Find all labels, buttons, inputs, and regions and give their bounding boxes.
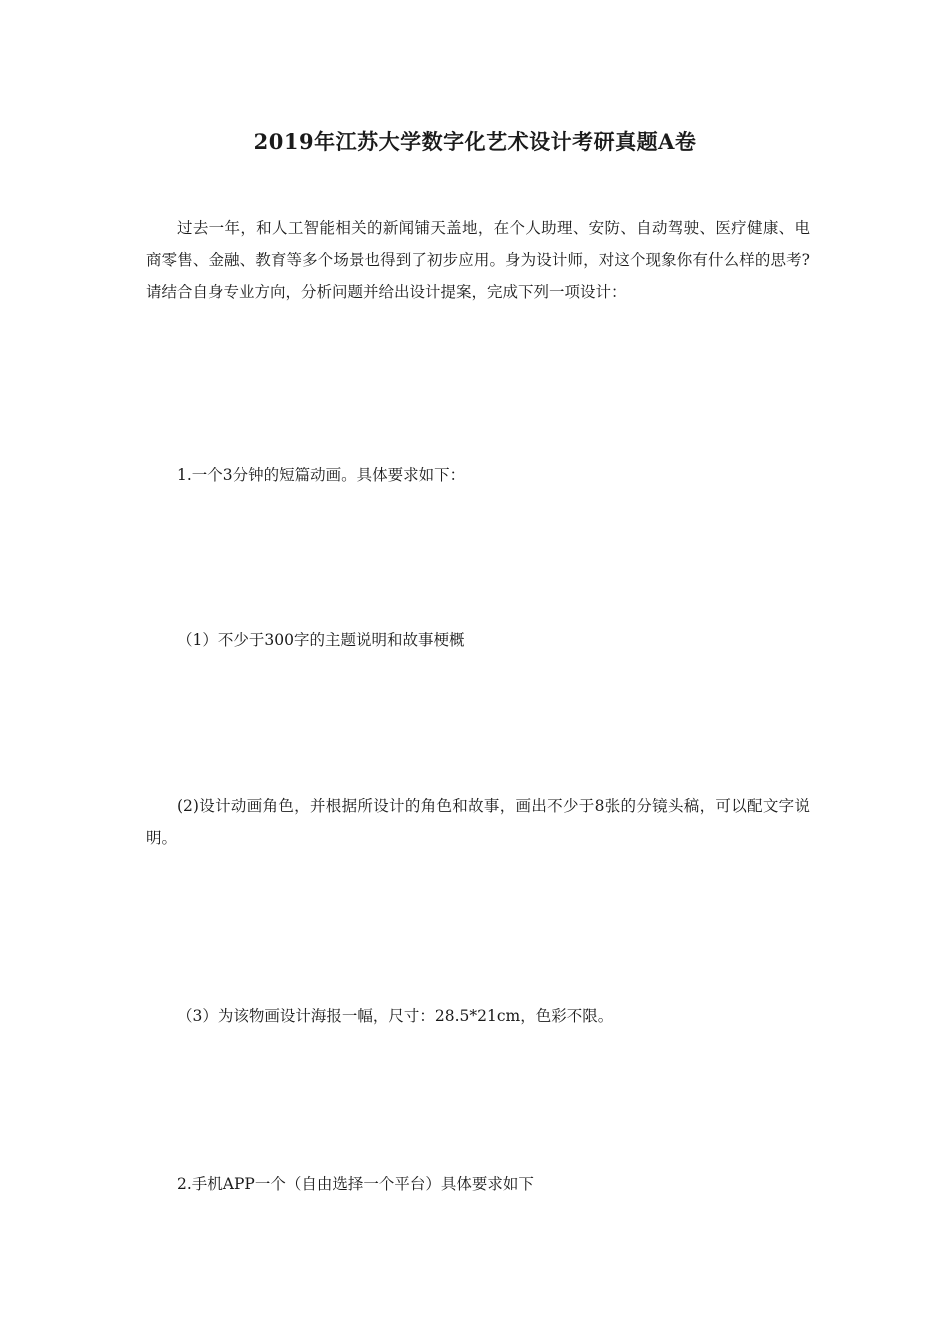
requirement-1-1: （1）不少于300字的主题说明和故事梗概 bbox=[177, 631, 465, 649]
intro-paragraph: 过去一年，和人工智能相关的新闻铺天盖地，在个人助理、安防、自动驾驶、医疗健康、电商零售、金融、教育等多个场景也得到了初步应用。身为设计师，对这个现象你有什么样的思考?请结合自身专业方向，分析问题并给出设计提案，完成下列一项设计： bbox=[146, 219, 810, 301]
requirement-1-2: (2)设计动画角色，并根据所设计的角色和故事，画出不少于8张的分镜头稿，可以配文字说明。 bbox=[146, 797, 810, 847]
requirement-1-3: （3）为该物画设计海报一幅，尺寸：28.5*21cm，色彩不限。 bbox=[177, 1007, 614, 1025]
document-title: 2019年江苏大学数字化艺术设计考研真题A卷 bbox=[253, 129, 697, 154]
question-item-2: 2.手机APP一个（自由选择一个平台）具体要求如下 bbox=[177, 1175, 534, 1193]
question-item-1: 1.一个3分钟的短篇动画。具体要求如下： bbox=[177, 466, 466, 484]
